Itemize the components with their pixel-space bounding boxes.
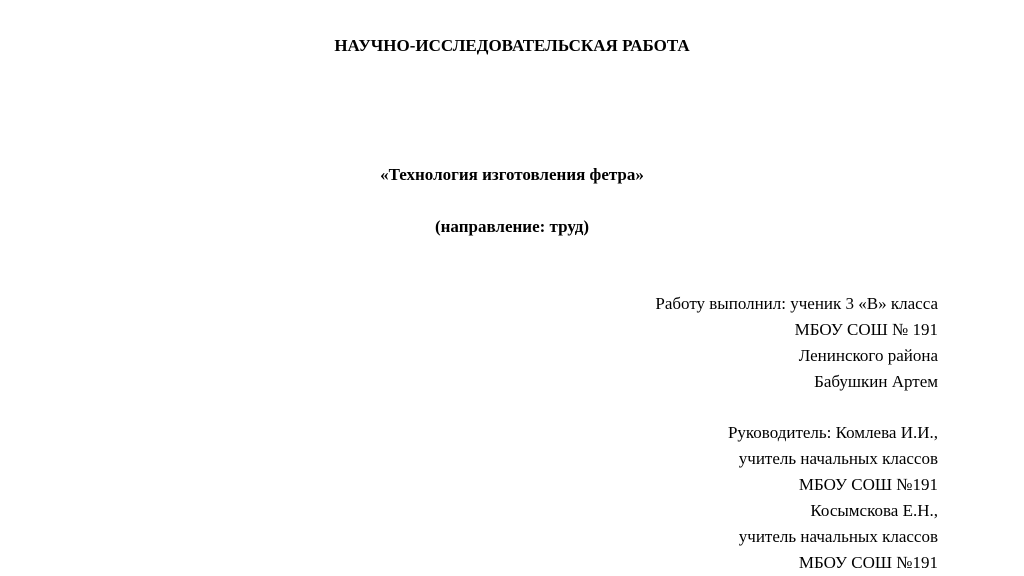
- supervisor-line: МБОУ СОШ №191: [798, 475, 938, 494]
- supervisor-line: Руководитель: Комлева И.И.,: [727, 423, 938, 442]
- supervisor-line: МБОУ СОШ №191: [798, 553, 938, 572]
- author-line: Работу выполнил: ученик 3 «В» класса: [655, 294, 938, 313]
- document-title: «Технология изготовления фетра»: [380, 165, 644, 184]
- supervisor-line: Косымскова Е.Н.,: [810, 501, 938, 520]
- document-direction: (направление: труд): [434, 217, 590, 236]
- supervisor-line: учитель начальных классов: [738, 449, 938, 468]
- author-line: МБОУ СОШ № 191: [794, 320, 938, 339]
- supervisor-info: [728, 420, 938, 576]
- author-line: Бабушкин Артем: [814, 372, 938, 391]
- author-line: Ленинского района: [798, 346, 938, 365]
- supervisor-line: учитель начальных классов: [738, 527, 938, 546]
- author-info: [655, 291, 938, 395]
- document-heading: НАУЧНО-ИССЛЕДОВАТЕЛЬСКАЯ РАБОТА: [334, 36, 690, 55]
